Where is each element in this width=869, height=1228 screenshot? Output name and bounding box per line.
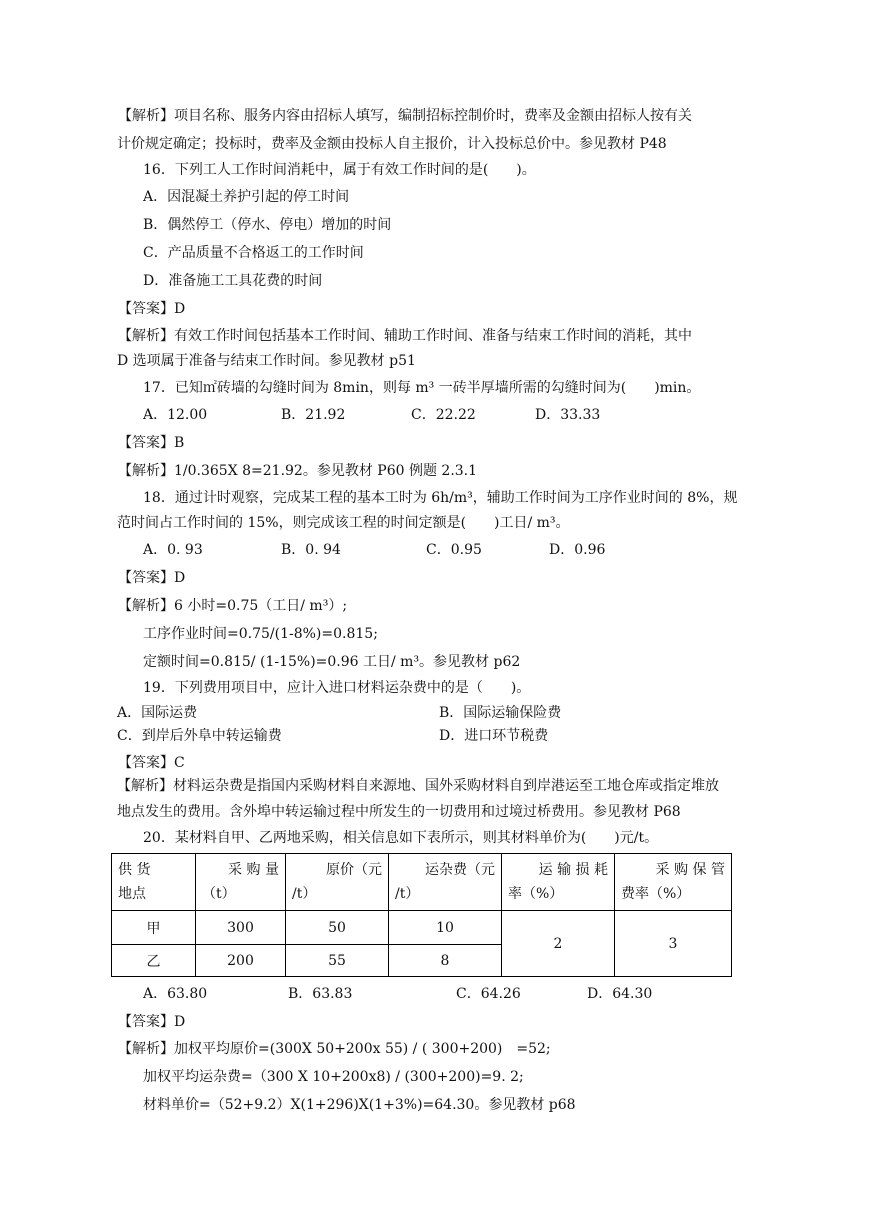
table-header-cell: 采 购 量 （t）: [196, 854, 286, 911]
explanation-line: 【解析】项目名称、服务内容由招标人填写，编制招标控制价时，费率及金额由招标人按有关: [118, 108, 692, 124]
answer-17: 【答案】B: [118, 435, 185, 451]
option-b: B．21.92: [281, 407, 346, 423]
option-c: C．到岸后外阜中转运输费: [117, 728, 282, 744]
answer-16: 【答案】D: [118, 301, 186, 317]
table-header-cell: 运 输 损 耗 率（%）: [502, 854, 615, 911]
table-cell: 50: [286, 911, 389, 945]
answer-18: 【答案】D: [118, 570, 186, 586]
question-18: 18．通过计时观察，完成某工程的基本工时为 6h/m³，辅助工作时间为工序作业时间的 8%，规: [143, 490, 738, 506]
option-d: D．64.30: [587, 986, 653, 1002]
table-cell: 3: [615, 911, 732, 977]
table-cell: 55: [286, 945, 389, 977]
explanation-line: D 选项属于准备与结束工作时间。参见教材 p51: [117, 353, 416, 369]
option-a: A．12.00: [143, 407, 208, 423]
question-16: 16．下列工人工作时间消耗中，属于有效工作时间的是( )。: [143, 162, 536, 178]
table-cell: 2: [502, 911, 615, 977]
explanation-line: 【解析】有效工作时间包括基本工作时间、辅助工作时间、准备与结束工作时间的消耗，其中: [118, 328, 692, 344]
explanation-line: 【解析】加权平均原价=(300X 50+200x 55) / ( 300+200) =52;: [118, 1041, 551, 1057]
table-header-cell: 运杂费（元 /t）: [389, 854, 502, 911]
explanation-line: 【解析】材料运杂费是指国内采购材料自来源地、国外采购材料自到岸港运至工地仓库或指定堆放: [117, 778, 719, 794]
option-b: B．63.83: [288, 986, 353, 1002]
table-header-cell: 原价（元 /t）: [286, 854, 389, 911]
question-19: 19．下列费用项目中，应计入进口材料运杂费中的是（ )。: [143, 680, 531, 696]
table-cell: 300: [196, 911, 286, 945]
option-b: B．国际运输保险费: [439, 705, 562, 721]
explanation-line: 工序作业时间=0.75/(1-8%)=0.815;: [143, 626, 378, 642]
option-d: D．33.33: [535, 407, 601, 423]
table-cell: 8: [389, 945, 502, 977]
table-cell: 200: [196, 945, 286, 977]
option-d: D．0.96: [549, 542, 606, 558]
explanation-line: 加权平均运杂费=（300 X 10+200x8) / (300+200)=9. 2;: [143, 1069, 524, 1085]
explanation-line: 定额时间=0.815/ (1-15%)=0.96 工日/ m³。参见教材 p62: [143, 654, 521, 670]
table-cell: 10: [389, 911, 502, 945]
table-row: [112, 911, 732, 945]
explanation-line: 计价规定确定；投标时，费率及金额由投标人自主报价，计入投标总价中。参见教材 P48: [117, 136, 667, 152]
option-c: C．0.95: [426, 542, 482, 558]
explanation-line: 【解析】6 小时=0.75（工日/ m³）;: [118, 598, 348, 614]
option-a: A．因混凝土养护引起的停工时间: [143, 189, 350, 205]
option-b: B．0. 94: [281, 542, 341, 558]
option-c: C．22.22: [411, 407, 476, 423]
question-20: 20．某材料自甲、乙两地采购，相关信息如下表所示，则其材料单价为( )元/t。: [143, 830, 659, 846]
answer-19: 【答案】C: [118, 755, 185, 771]
explanation-line: 地点发生的费用。含外埠中转运输过程中所发生的一切费用和过境过桥费用。参见教材 P68: [117, 804, 681, 820]
table-cell: 甲: [112, 911, 196, 945]
option-b: B．偶然停工（停水、停电）增加的时间: [143, 217, 392, 233]
answer-20: 【答案】D: [118, 1014, 186, 1030]
option-a: A．0. 93: [143, 542, 203, 558]
table-header-cell: 采 购 保 管 费率（%）: [615, 854, 732, 911]
option-d: D．进口环节税费: [439, 728, 549, 744]
explanation-line: 材料单价=（52+9.2）X(1+296)X(1+3%)=64.30。参见教材 p68: [143, 1097, 576, 1113]
table-cell: 乙: [112, 945, 196, 977]
option-a: A．63.80: [143, 986, 208, 1002]
table-header-row: [112, 854, 732, 911]
explanation-line: 【解析】1/0.365X 8=21.92。参见教材 P60 例题 2.3.1: [118, 463, 478, 479]
table-header-cell: 供 货 地点: [112, 854, 196, 911]
option-d: D．准备施工工具花费的时间: [143, 273, 323, 289]
option-a: A．国际运费: [117, 705, 198, 721]
purchase-table: [111, 853, 732, 977]
option-c: C．64.26: [456, 986, 521, 1002]
question-18-cont: 范时间占工作时间的 15%，则完成该工程的时间定额是( )工日/ m³。: [117, 515, 570, 531]
option-c: C．产品质量不合格返工的工作时间: [143, 245, 364, 261]
question-17: 17．已知㎡砖墙的勾缝时间为 8min，则每 m³ 一砖半厚墙所需的勾缝时间为( )min。: [143, 380, 701, 396]
